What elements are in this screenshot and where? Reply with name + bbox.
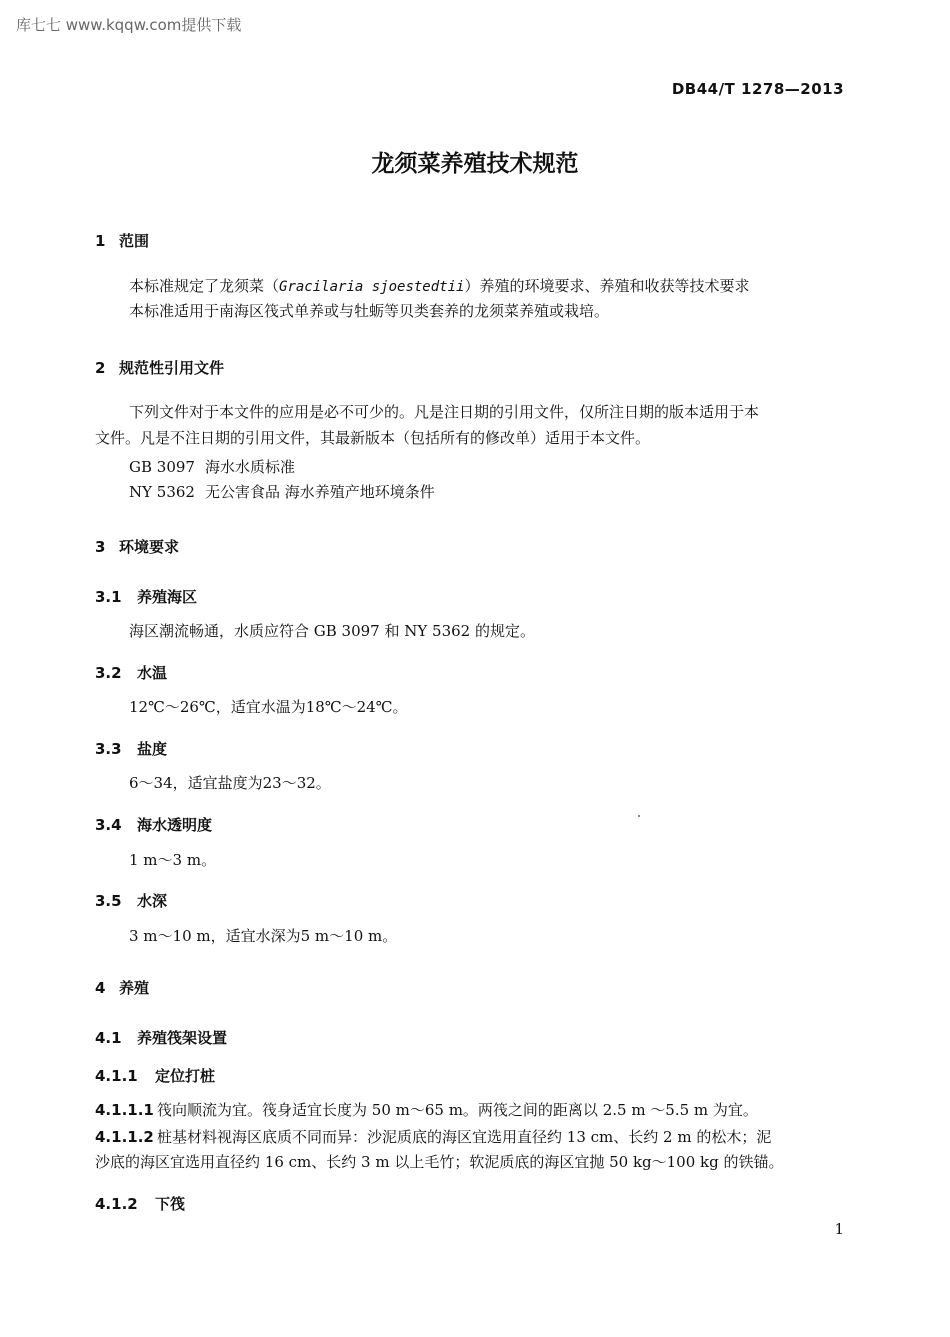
- text-before-latin: 本标准规定了龙须菜（: [129, 277, 280, 295]
- section-title: 养殖: [119, 979, 150, 997]
- section-title: 范围: [119, 232, 150, 250]
- section-1-paragraph-1: [129, 274, 749, 300]
- section-title: 规范性引用文件: [119, 359, 225, 377]
- reference-name: 海水水质标准: [205, 458, 296, 476]
- subsection-title: 盐度: [137, 740, 168, 758]
- subsection-title: 养殖海区: [137, 588, 198, 606]
- clause-4-1-1-2-line-1: [95, 1125, 771, 1150]
- subsection-title: 水深: [137, 892, 168, 910]
- section-2-paragraph-line-2: 文件。凡是不注日期的引用文件，其最新版本（包括所有的修改单）适用于本文件。: [95, 429, 651, 447]
- subsection-number: 3.2: [95, 664, 122, 682]
- clause-number: 4.1.1.2: [95, 1128, 154, 1146]
- section-number: 1: [95, 232, 106, 250]
- subsection-number: 4.1: [95, 1029, 122, 1047]
- subsection-title: 养殖筏架设置: [137, 1029, 228, 1047]
- section-3-heading: [95, 536, 179, 557]
- reference-name: 无公害食品 海水养殖产地环境条件: [205, 483, 435, 501]
- subsection-4-1-2-heading: [95, 1193, 185, 1214]
- latin-name: Gracilaria sjoestedtii: [279, 279, 465, 295]
- subsection-3-2-text: 12℃～26℃，适宜水温为18℃～24℃。: [129, 698, 408, 716]
- subsection-3-3-heading: [95, 738, 167, 759]
- page-number: 1: [834, 1220, 844, 1238]
- section-2-paragraph-line-1: 下列文件对于本文件的应用是必不可少的。凡是注日期的引用文件，仅所注日期的版本适用于本: [129, 403, 760, 421]
- section-1-paragraph-2: 本标准适用于南海区筏式单养或与牡蛎等贝类套养的龙须菜养殖或栽培。: [129, 302, 610, 320]
- subsection-title: 海水透明度: [137, 816, 213, 834]
- scan-speck: [638, 815, 640, 817]
- subsection-3-3-text: 6～34，适宜盐度为23～32。: [129, 774, 331, 792]
- subsection-number: 4.1.1: [95, 1067, 138, 1085]
- clause-text: 桩基材料视海区底质不同而异：沙泥质底的海区宜选用直径约 13 cm、长约 2 m 的松木；泥: [157, 1128, 772, 1146]
- clause-number: 4.1.1.1: [95, 1101, 154, 1119]
- section-4-heading: [95, 977, 149, 998]
- text-after-latin: ）养殖的环境要求、养殖和收获等技术要求: [464, 277, 750, 295]
- section-number: 3: [95, 538, 106, 556]
- subsection-number: 3.5: [95, 892, 122, 910]
- subsection-title: 下筏: [155, 1195, 186, 1213]
- watermark: 库七七 www.kqqw.com提供下载: [16, 16, 242, 34]
- reference-item: [129, 455, 295, 480]
- subsection-number: 3.4: [95, 816, 122, 834]
- subsection-3-1-text: 海区潮流畅通，水质应符合 GB 3097 和 NY 5362 的规定。: [129, 622, 535, 640]
- subsection-number: 4.1.2: [95, 1195, 138, 1213]
- section-2-heading: [95, 357, 224, 378]
- section-1-heading: [95, 230, 149, 251]
- subsection-title: 水温: [137, 664, 168, 682]
- subsection-3-4-text: 1 m～3 m。: [129, 851, 217, 869]
- subsection-3-1-heading: [95, 586, 197, 607]
- subsection-3-2-heading: [95, 662, 167, 683]
- page-title: 龙须菜养殖技术规范: [371, 151, 579, 177]
- subsection-3-5-heading: [95, 890, 167, 911]
- subsection-4-1-heading: [95, 1027, 227, 1048]
- section-number: 2: [95, 359, 106, 377]
- clause-4-1-1-1: [95, 1098, 758, 1123]
- section-title: 环境要求: [119, 538, 180, 556]
- document-number: DB44/T 1278—2013: [671, 80, 844, 98]
- clause-text: 筏向顺流为宜。筏身适宜长度为 50 m～65 m。两筏之间的距离以 2.5 m ～5.5 m 为宜。: [157, 1101, 758, 1119]
- reference-code: GB 3097: [129, 458, 195, 476]
- subsection-3-5-text: 3 m～10 m，适宜水深为5 m～10 m。: [129, 927, 398, 945]
- subsection-3-4-heading: [95, 814, 212, 835]
- subsection-title: 定位打桩: [155, 1067, 216, 1085]
- reference-item: [129, 480, 435, 505]
- section-number: 4: [95, 979, 106, 997]
- subsection-4-1-1-heading: [95, 1065, 215, 1086]
- reference-code: NY 5362: [129, 483, 195, 501]
- clause-4-1-1-2-line-2: 沙底的海区宜选用直径约 16 cm、长约 3 m 以上毛竹；软泥质底的海区宜抛 50 kg～100 kg 的铁锚。: [95, 1153, 784, 1171]
- subsection-number: 3.3: [95, 740, 122, 758]
- subsection-number: 3.1: [95, 588, 122, 606]
